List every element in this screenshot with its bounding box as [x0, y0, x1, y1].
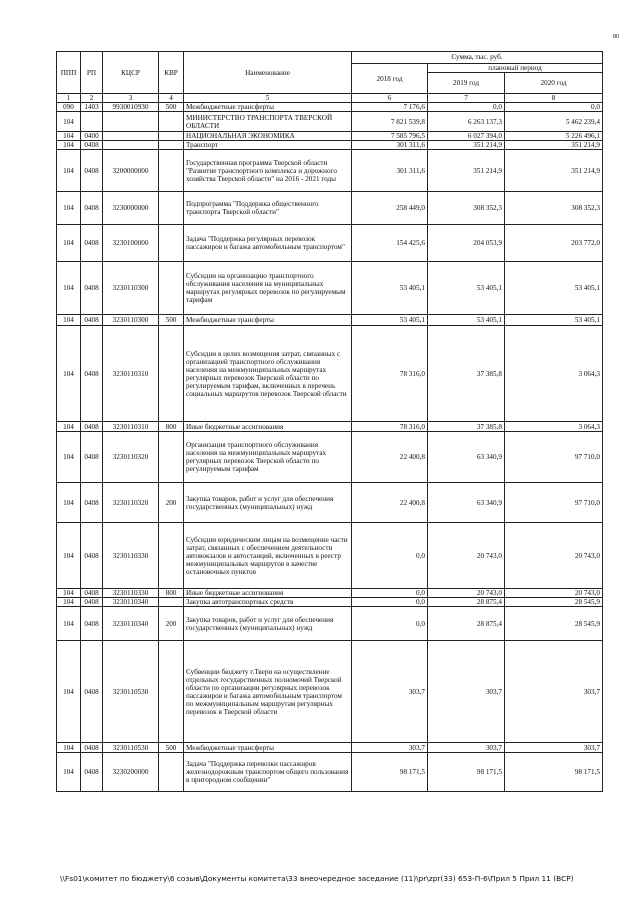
- header-kvr: КВР: [159, 52, 184, 94]
- cell-name: Государственная программа Тверской области "Развитие транспортного комплекса и дорожного хозяйства Тверской области" на 2016 - 2021 годы: [184, 150, 352, 192]
- cell-ppp: 104: [57, 598, 81, 607]
- cell-2018: 0,0: [352, 598, 428, 607]
- cell-2020: 20 743,0: [505, 523, 603, 589]
- cell-ppp: 104: [57, 112, 81, 132]
- cell-ppp: 104: [57, 132, 81, 141]
- footer-file-path: \\Fs01\комитет по бюджету\6 созыв\Документы комитета\33 внеочередное заседание (11)\pr\zpr(33) 653-П-6\Прил 5 Прил 11 (ВСР): [60, 874, 574, 883]
- cell-kcsr: 3230110300: [103, 315, 159, 326]
- table-row: [57, 641, 603, 743]
- cell-2020: 28 545,9: [505, 607, 603, 641]
- cell-kvr: [159, 132, 184, 141]
- table-row: [57, 315, 603, 326]
- cell-rp: 0408: [81, 641, 103, 743]
- cell-kcsr: 3230110310: [103, 422, 159, 432]
- cell-2018: 301 311,6: [352, 150, 428, 192]
- cell-rp: 0408: [81, 192, 103, 225]
- column-number: 3: [103, 94, 159, 103]
- header-ppp: ППП: [57, 52, 81, 94]
- cell-kvr: [159, 150, 184, 192]
- cell-ppp: 104: [57, 523, 81, 589]
- cell-ppp: 104: [57, 483, 81, 523]
- cell-rp: 0400: [81, 132, 103, 141]
- cell-2018: 98 171,5: [352, 753, 428, 792]
- table-row: [57, 192, 603, 225]
- cell-rp: 0408: [81, 589, 103, 598]
- table-row: [57, 607, 603, 641]
- cell-rp: 0408: [81, 422, 103, 432]
- cell-ppp: 104: [57, 753, 81, 792]
- cell-name: Межбюджетные трансферты: [184, 743, 352, 753]
- table-row: [57, 589, 603, 598]
- cell-2019: 351 214,9: [428, 141, 505, 150]
- header-planned-period: плановый период: [428, 64, 603, 73]
- cell-ppp: 090: [57, 103, 81, 112]
- cell-ppp: 104: [57, 607, 81, 641]
- cell-kcsr: 3230110320: [103, 483, 159, 523]
- cell-kcsr: [103, 141, 159, 150]
- table-body: [57, 103, 603, 792]
- cell-kvr: 200: [159, 483, 184, 523]
- cell-2020: 303,7: [505, 743, 603, 753]
- cell-rp: 0408: [81, 315, 103, 326]
- cell-name: Закупка товаров, работ и услуг для обеспечения государственных (муниципальных) нужд: [184, 483, 352, 523]
- cell-kvr: [159, 753, 184, 792]
- cell-2019: 28 875,4: [428, 607, 505, 641]
- column-numbers-row: [57, 94, 603, 103]
- cell-2019: 303,7: [428, 641, 505, 743]
- cell-2018: 303,7: [352, 743, 428, 753]
- cell-name: Иные бюджетные ассигнования: [184, 589, 352, 598]
- header-name: Наименование: [184, 52, 352, 94]
- cell-2020: 5 462 239,4: [505, 112, 603, 132]
- cell-2019: 204 053,9: [428, 225, 505, 262]
- cell-2020: 28 545,9: [505, 598, 603, 607]
- column-number: 5: [184, 94, 352, 103]
- cell-name: Закупка товаров, работ и услуг для обеспечения государственных (муниципальных) нужд: [184, 607, 352, 641]
- table-row: [57, 103, 603, 112]
- cell-2020: 0,0: [505, 103, 603, 112]
- cell-name: Закупка автотранспортных средств: [184, 598, 352, 607]
- header-2020: 2020 год: [505, 73, 603, 94]
- cell-kvr: [159, 598, 184, 607]
- table-row: [57, 523, 603, 589]
- budget-table: [56, 51, 603, 792]
- cell-2019: 53 405,1: [428, 315, 505, 326]
- cell-rp: 0408: [81, 753, 103, 792]
- cell-2018: 301 311,6: [352, 141, 428, 150]
- cell-kvr: [159, 262, 184, 315]
- column-number: 8: [505, 94, 603, 103]
- cell-rp: 0408: [81, 598, 103, 607]
- cell-2018: 78 316,0: [352, 326, 428, 422]
- cell-2019: 308 352,3: [428, 192, 505, 225]
- cell-2020: 5 226 496,1: [505, 132, 603, 141]
- cell-rp: 0408: [81, 432, 103, 483]
- cell-2019: 98 171,5: [428, 753, 505, 792]
- cell-rp: 0408: [81, 150, 103, 192]
- cell-kcsr: 3200000000: [103, 150, 159, 192]
- table-row: [57, 743, 603, 753]
- cell-2018: 7 585 796,5: [352, 132, 428, 141]
- cell-ppp: 104: [57, 225, 81, 262]
- cell-name: Задача "Поддержка регулярных перевозок пассажиров и багажа автомобильным транспортом": [184, 225, 352, 262]
- table-row: [57, 483, 603, 523]
- cell-name: Межбюджетные трансферты: [184, 315, 352, 326]
- cell-name: Субсидии на организацию транспортного обслуживания населения на муниципальных маршрутах регулярных перевозок по регулируемым тарифам: [184, 262, 352, 315]
- cell-2020: 98 171,5: [505, 753, 603, 792]
- cell-rp: 0408: [81, 262, 103, 315]
- cell-kvr: 800: [159, 589, 184, 598]
- cell-rp: 0408: [81, 326, 103, 422]
- cell-ppp: 104: [57, 641, 81, 743]
- table-row: [57, 225, 603, 262]
- cell-2020: 308 352,3: [505, 192, 603, 225]
- cell-2019: 37 385,8: [428, 326, 505, 422]
- cell-2020: 53 405,1: [505, 315, 603, 326]
- cell-kvr: 500: [159, 743, 184, 753]
- cell-2018: 22 400,8: [352, 432, 428, 483]
- cell-kcsr: 3230110300: [103, 262, 159, 315]
- table-row: [57, 132, 603, 141]
- cell-kcsr: 9930010930: [103, 103, 159, 112]
- column-number: 7: [428, 94, 505, 103]
- cell-kcsr: 3230100000: [103, 225, 159, 262]
- cell-2019: 63 340,9: [428, 483, 505, 523]
- cell-name: Организация транспортного обслуживания населения на межмуниципальных маршрутах регулярных перевозок Тверской области по регулируемым тарифам: [184, 432, 352, 483]
- cell-ppp: 104: [57, 315, 81, 326]
- cell-kvr: [159, 141, 184, 150]
- cell-ppp: 104: [57, 326, 81, 422]
- cell-rp: 0408: [81, 743, 103, 753]
- cell-2019: 53 405,1: [428, 262, 505, 315]
- cell-rp: 0408: [81, 523, 103, 589]
- cell-rp: 1403: [81, 103, 103, 112]
- cell-2020: 303,7: [505, 641, 603, 743]
- cell-2020: 351 214,9: [505, 141, 603, 150]
- cell-kcsr: 3230110340: [103, 598, 159, 607]
- cell-ppp: 104: [57, 150, 81, 192]
- header-2019: 2019 год: [428, 73, 505, 94]
- cell-2019: 6 027 394,0: [428, 132, 505, 141]
- header-kcsr: КЦСР: [103, 52, 159, 94]
- cell-name: Межбюджетные трансферты: [184, 103, 352, 112]
- cell-2018: 258 449,0: [352, 192, 428, 225]
- cell-name: Субвенции бюджету г.Твери на осуществление отдельных государственных полномочий Тверской области по организации регулярных перевозок пассажиров и багажа автомобильным транспортом по межмуниципальным маршрутам регулярных перевозок в Тверской области: [184, 641, 352, 743]
- table-row: [57, 753, 603, 792]
- cell-kcsr: 3230200000: [103, 753, 159, 792]
- cell-ppp: 104: [57, 743, 81, 753]
- cell-2018: 0,0: [352, 523, 428, 589]
- cell-2019: 20 743,0: [428, 523, 505, 589]
- cell-kvr: [159, 112, 184, 132]
- cell-name: Субсидии юридическим лицам на возмещение части затрат, связанных с обеспечением деятельности автовокзалов и автостанций, включенных в реестр межмуниципальных маршрутов в качестве остановочных пунктов: [184, 523, 352, 589]
- cell-2018: 0,0: [352, 607, 428, 641]
- table-row: [57, 112, 603, 132]
- cell-2018: 78 316,0: [352, 422, 428, 432]
- cell-2018: 7 821 539,8: [352, 112, 428, 132]
- cell-name: Субсидии в целях возмещения затрат, связанных с организацией транспортного обслуживания населения на межмуниципальных маршрутах регулярных перевозок Тверской области по регулируемым тарифам, включенных в перечень социальных маршрутов перевозок Тверской области: [184, 326, 352, 422]
- cell-2020: 3 064,3: [505, 326, 603, 422]
- cell-2019: 37 385,8: [428, 422, 505, 432]
- cell-2018: 53 405,1: [352, 315, 428, 326]
- cell-kvr: [159, 225, 184, 262]
- cell-kcsr: 3230110340: [103, 607, 159, 641]
- cell-ppp: 104: [57, 192, 81, 225]
- table-row: [57, 432, 603, 483]
- cell-2018: 154 425,6: [352, 225, 428, 262]
- column-number: 2: [81, 94, 103, 103]
- page-number: 80: [613, 34, 619, 40]
- cell-kcsr: 3230110530: [103, 641, 159, 743]
- column-number: 4: [159, 94, 184, 103]
- table-row: [57, 262, 603, 315]
- cell-kcsr: 3230110530: [103, 743, 159, 753]
- cell-kcsr: 3230110330: [103, 523, 159, 589]
- cell-name: НАЦИОНАЛЬНАЯ ЭКОНОМИКА: [184, 132, 352, 141]
- cell-kvr: [159, 432, 184, 483]
- cell-kcsr: 3230110330: [103, 589, 159, 598]
- cell-2019: 63 340,9: [428, 432, 505, 483]
- table-header: [57, 52, 603, 103]
- cell-rp: 0408: [81, 141, 103, 150]
- cell-rp: 0408: [81, 225, 103, 262]
- cell-2019: 28 875,4: [428, 598, 505, 607]
- cell-kvr: [159, 523, 184, 589]
- cell-ppp: 104: [57, 432, 81, 483]
- cell-kvr: [159, 326, 184, 422]
- cell-kcsr: [103, 112, 159, 132]
- cell-kvr: 500: [159, 315, 184, 326]
- cell-name: Иные бюджетные ассигнования: [184, 422, 352, 432]
- table-row: [57, 326, 603, 422]
- cell-kvr: 200: [159, 607, 184, 641]
- cell-rp: 0408: [81, 483, 103, 523]
- table-row: [57, 141, 603, 150]
- cell-ppp: 104: [57, 141, 81, 150]
- table-row: [57, 422, 603, 432]
- cell-2019: 303,7: [428, 743, 505, 753]
- cell-2018: 22 400,8: [352, 483, 428, 523]
- header-sum: Сумма, тыс. руб.: [352, 52, 603, 64]
- cell-kcsr: 3230110310: [103, 326, 159, 422]
- cell-ppp: 104: [57, 262, 81, 315]
- cell-kcsr: 3230110320: [103, 432, 159, 483]
- cell-2020: 3 064,3: [505, 422, 603, 432]
- cell-2020: 53 405,1: [505, 262, 603, 315]
- cell-2019: 0,0: [428, 103, 505, 112]
- cell-ppp: 104: [57, 589, 81, 598]
- cell-name: Транспорт: [184, 141, 352, 150]
- cell-name: Задача "Поддержка перевозки пассажиров железнодорожным транспортом общего пользования в пригородном сообщении": [184, 753, 352, 792]
- cell-2020: 203 772,0: [505, 225, 603, 262]
- cell-rp: 0408: [81, 607, 103, 641]
- cell-2018: 0,0: [352, 589, 428, 598]
- cell-kvr: 800: [159, 422, 184, 432]
- cell-2020: 97 710,0: [505, 432, 603, 483]
- cell-2018: 303,7: [352, 641, 428, 743]
- cell-ppp: 104: [57, 422, 81, 432]
- table-row: [57, 150, 603, 192]
- cell-kvr: 500: [159, 103, 184, 112]
- cell-2019: 20 743,0: [428, 589, 505, 598]
- header-2018: 2018 год: [352, 64, 428, 94]
- cell-2019: 351 214,9: [428, 150, 505, 192]
- column-number: 6: [352, 94, 428, 103]
- column-number: 1: [57, 94, 81, 103]
- table-row: [57, 598, 603, 607]
- cell-kvr: [159, 641, 184, 743]
- cell-kcsr: [103, 132, 159, 141]
- cell-name: Подпрограмма "Поддержка общественного транспорта Тверской области": [184, 192, 352, 225]
- cell-2020: 20 743,0: [505, 589, 603, 598]
- cell-kvr: [159, 192, 184, 225]
- cell-2018: 53 405,1: [352, 262, 428, 315]
- cell-2019: 6 263 137,3: [428, 112, 505, 132]
- cell-2020: 351 214,9: [505, 150, 603, 192]
- cell-kcsr: 3230000000: [103, 192, 159, 225]
- cell-rp: [81, 112, 103, 132]
- cell-2018: 7 176,6: [352, 103, 428, 112]
- header-rp: РП: [81, 52, 103, 94]
- cell-2020: 97 710,0: [505, 483, 603, 523]
- cell-name: МИНИСТЕРСТВО ТРАНСПОРТА ТВЕРСКОЙ ОБЛАСТИ: [184, 112, 352, 132]
